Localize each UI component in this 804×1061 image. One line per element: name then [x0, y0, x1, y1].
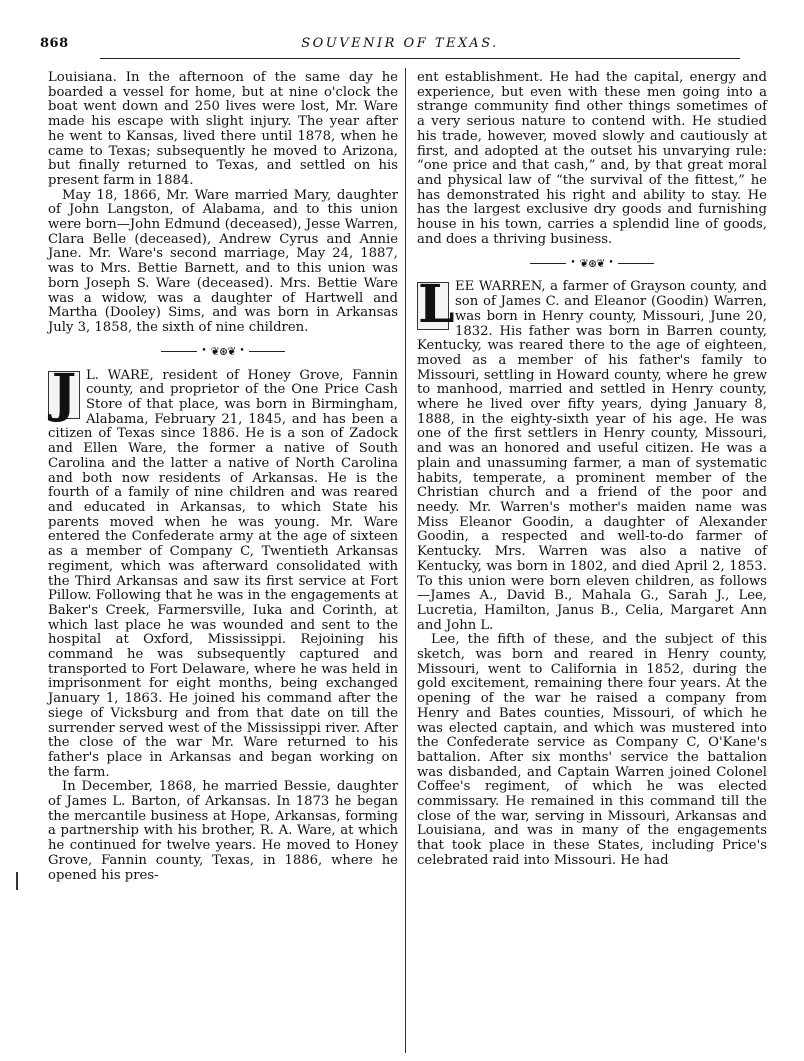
ornament-dot: •	[608, 257, 614, 268]
paragraph-continued: Louisiana. In the afternoon of the same day he boarded a vessel for home, but at nine o'clock the boat went down and 250 lives were lost, Mr. Ware made his escape with slight injury. The year after he went to Kansas, lived there until 1878, when he came to Texas; subsequently he moved to Arizona, but finally returned to Texas, and settled on his present farm in 1884.	[48, 70, 398, 188]
header-rule	[100, 58, 740, 59]
ornament-rule-right	[249, 351, 285, 352]
paragraph-continued: ent establishment. He had the capital, energy and experience, but even with these men going into a strange community find other things sometimes of a very serious nature to contend with. He studied his trade, however, moved slowly and cautiously at first, and adopted at the outset his unvarying rule: “one price and that cash,” and, by that great moral and physical law of “the survival of the fittest,” he has demonstrated his right and ability to stay. He has the largest exclusive dry goods and furnishing house in his town, carries a splendid line of goods, and does a thriving business.	[417, 70, 767, 247]
bio-warren-paragraph: Lee, the fifth of these, and the subject of this sketch, was born and reared in Henry county, Missouri, went to California in 1852, during the gold excitement, remaining there four years. At the opening of the war he raised a company from Henry and Bates counties, Missouri, of which he was elected captain, and which was mustered into the Confederate service as Company C, O'Kane's battalion. After six months' service the battalion was disbanded, and Captain Warren joined Colonel Coffee's regiment, of which he was elected commissary. He remained in this command till the close of the war, serving in Missouri, Arkansas and Louisiana, and was in many of the engagements that took place in these States, including Price's celebrated raid into Missouri. He had	[417, 632, 767, 868]
running-head: SOUVENIR OF TEXAS.	[301, 36, 499, 51]
bio-ware-intro	[48, 362, 398, 781]
bio-ware-paragraph: In December, 1868, he married Bessie, daughter of James L. Barton, of Arkansas. In 1873 he began the mercantile business at Hope, Arkansas, forming a partnership with his brother, R. A. Ware, at which he continued for twelve years. He moved to Honey Grove, Fannin county, Texas, in 1886, where he opened his pres-	[48, 779, 398, 883]
drop-cap-j: J	[48, 371, 80, 419]
ornament-rule-left	[161, 351, 197, 352]
paragraph-marriage: May 18, 1866, Mr. Ware married Mary, daughter of John Langston, of Alabama, and to this union were born—John Edmund (deceased), Jesse Warren, Clara Belle (deceased), Andrew Cyrus and Annie Jane. Mr. Ware's second marriage, May 24, 1887, was to Mrs. Bettie Barnett, and to this union was born Joseph S. Ware (deceased). Mrs. Bettie Ware was a widow, was a daughter of Hartwell and Martha (Dooley) Sims, and was born in Arkansas July 3, 1858, the sixth of nine children.	[48, 187, 398, 335]
ornament-rule-left	[530, 263, 566, 264]
ornament-flourish: ❦⊛❦	[210, 345, 236, 359]
margin-mark	[16, 872, 18, 890]
section-ornament	[417, 256, 767, 270]
page-number: 868	[40, 36, 69, 51]
column-divider	[405, 68, 406, 1053]
ornament-rule-right	[618, 263, 654, 264]
ornament-dot: •	[201, 346, 207, 357]
bio-ware-text: L. WARE, resident of Honey Grove, Fannin county, and proprietor of the One Price Cash Store of that place, was born in Birmingham, Alabama, February 21, 1845, and has been a citizen of Texas since 1886. He is a son of Zadock and Ellen Ware, the former a native of South Carolina and the latter a native of North Carolina and both now residents of Arkansas. He is the fourth of a family of nine children and was reared and educated in Arkansas, to which State his parents moved when he was young. Mr. Ware entered the Confederate army at the age of sixteen as a member of Company C, Twentieth Arkansas regiment, which was afterward consolidated with the Third Arkansas and saw its first service at Fort Pillow. Following that he was in the engagements at Baker's Creek, Farmersville, Iuka and Corinth, at which last place he was wounded and sent to the hospital at Oxford, Mississippi. Rejoining his command he was subsequently captured and transported to Fort Delaware, where he was held in imprisonment for eight months, being exchanged January 1, 1863. He joined his command after the siege of Vicksburg and from that date on till the surrender served west of the Mississippi river. After the close of the war Mr. Ware returned to his father's place in Arkansas and began working on the farm.	[48, 367, 398, 780]
drop-cap-l: L	[418, 274, 455, 336]
bio-warren-text: EE WARREN, a farmer of Grayson county, and son of James C. and Eleanor (Goodin) Warren, was born in Henry county, Missouri, June 20, 1832. His father was born in Barren county, Kentucky, was reared there to the age of eighteen, moved as a member of his father's family to Missouri, settling in Howard county, where he grew to manhood, married and settled in Henry county, where he lived over fifty years, dying January 8, 1888, in the eighty-sixth year of his age. He was one of the first settlers in Henry county, Missouri, and was an honored and useful citizen. He was a plain and unassuming farmer, a man of systematic habits, temperate, a prominent member of the Christian church and a friend of the poor and needy. Mr. Warren's mother's maiden name was Miss Eleanor Goodin, a daughter of Alexander Goodin, a respected and well-to-do farmer of Kentucky. Mrs. Warren was also a native of Kentucky, was born in 1802, and died April 2, 1853. To this union were born eleven children, as follows—James A., David B., Mahala G., Sarah J., Lee, Lucretia, Hamilton, Janus B., Celia, Margaret Ann and John L.	[417, 279, 767, 633]
right-column	[417, 71, 767, 869]
left-column	[48, 71, 398, 883]
page-header	[40, 36, 760, 60]
bio-warren-intro	[417, 274, 767, 633]
ornament-dot: •	[239, 346, 245, 357]
ornament-dot: •	[570, 257, 576, 268]
ornament-flourish: ❦⊛❦	[579, 256, 605, 270]
section-ornament	[48, 345, 398, 359]
